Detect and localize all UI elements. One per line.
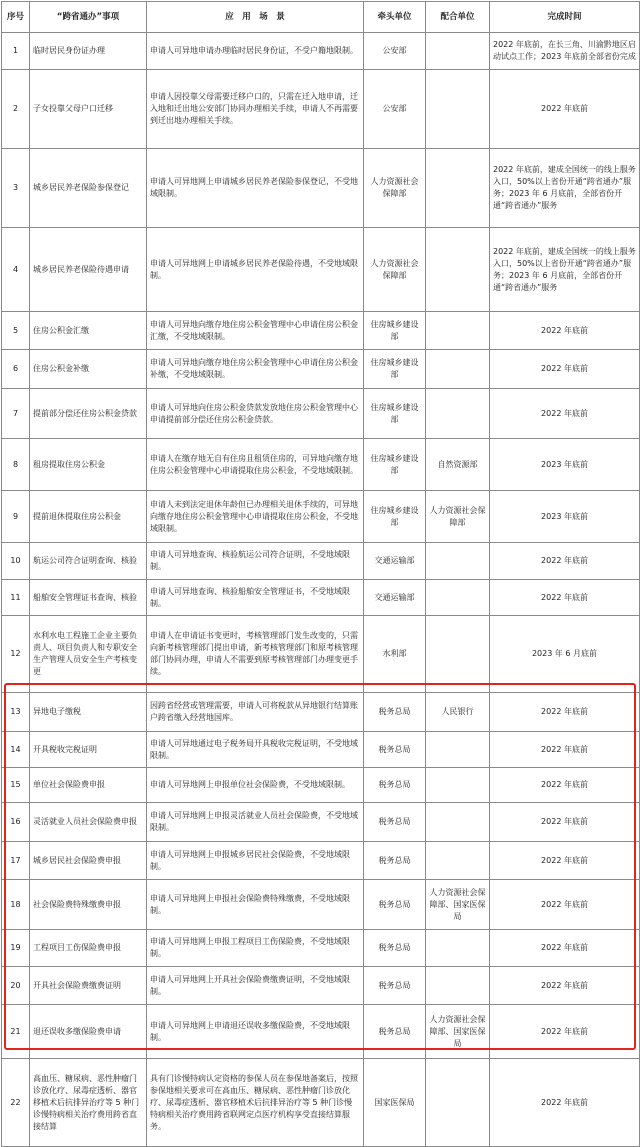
table-header-row — [2, 2, 640, 33]
row-number: 9 — [2, 491, 30, 543]
row-completion-time: 2022 年底前 — [490, 1059, 640, 1147]
row-lead-unit: 住房城乡建设部 — [364, 389, 426, 439]
row-completion-time: 2022 年底前，建成全国统一的线上服务入口，50%以上省份开通“跨省通办”服务；2023 年 6 月底前，全部省份开通“跨省通办”服务 — [490, 149, 640, 228]
row-scene: 申请人可异地查询、核验航运公司符合证明，不受地域限制。 — [147, 543, 364, 580]
row-assist-unit — [426, 803, 490, 842]
row-completion-time: 2023 年底前 — [490, 439, 640, 491]
row-completion-time: 2022 年底前 — [490, 842, 640, 880]
row-item: 城乡居民养老保险参保登记 — [30, 149, 147, 228]
row-scene: 申请人可异地网上开具社会保险费缴费证明，不受地域限制。 — [147, 967, 364, 1005]
row-completion-time: 2022 年底前 — [490, 967, 640, 1005]
row-scene: 具有门诊慢特病认定资格的参保人员在参保地备案后，按照参保地相关要求可在高血压、糖尿病、恶性肿瘤门诊放化疗、尿毒症透析、器官移植术后抗排异治疗等 5 种门诊慢特病相关治疗费用跨省联网定点医疗机构享受直接结算服务。 — [147, 1059, 364, 1147]
row-number: 7 — [2, 389, 30, 439]
row-scene: 申请人可异地向住房公积金贷款发放地住房公积金管理中心申请提前部分偿还住房公积金贷款。 — [147, 389, 364, 439]
row-assist-unit — [426, 732, 490, 768]
row-completion-time: 2022 年底前 — [490, 803, 640, 842]
row-assist-unit — [426, 70, 490, 149]
row-scene: 申请人在缴存地无自有住房且租赁住房的，可异地向缴存地住房公积金管理中心申请提取住房公积金，不受地域限制。 — [147, 439, 364, 491]
table-row — [2, 580, 640, 616]
row-completion-time: 2022 年底前 — [490, 732, 640, 768]
row-assist-unit: 人民银行 — [426, 693, 490, 732]
row-assist-unit — [426, 1059, 490, 1147]
row-item: 航运公司符合证明查询、核验 — [30, 543, 147, 580]
row-scene: 申请人可异地网上申报城乡居民社会保险费，不受地域限制。 — [147, 842, 364, 880]
row-number: 15 — [2, 768, 30, 803]
table-row — [2, 439, 640, 491]
row-lead-unit: 税务总局 — [364, 693, 426, 732]
row-scene: 申请人可异地网上申报社会保险费特殊缴费，不受地域限制。 — [147, 880, 364, 930]
row-assist-unit: 自然资源部 — [426, 439, 490, 491]
row-assist-unit — [426, 580, 490, 616]
header-assist: 配合单位 — [426, 2, 490, 33]
row-completion-time: 2022 年底前 — [490, 312, 640, 350]
table-row — [2, 491, 640, 543]
row-item: 子女投靠父母户口迁移 — [30, 70, 147, 149]
row-lead-unit: 国家医保局 — [364, 1059, 426, 1147]
row-number: 12 — [2, 616, 30, 693]
row-lead-unit: 公安部 — [364, 33, 426, 70]
table-row — [2, 350, 640, 389]
table-body — [2, 33, 640, 1147]
row-scene: 申请人未到法定退休年龄但已办理相关退休手续的，可异地向缴存地住房公积金管理中心申请提取住房公积金，不受地域限制。 — [147, 491, 364, 543]
row-completion-time: 2022 年底前 — [490, 543, 640, 580]
row-assist-unit — [426, 33, 490, 70]
row-item: 提前部分偿还住房公积金贷款 — [30, 389, 147, 439]
cross-province-services-table — [1, 1, 640, 1147]
row-lead-unit: 水利部 — [364, 616, 426, 693]
row-assist-unit — [426, 228, 490, 312]
header-time: 完成时间 — [490, 2, 640, 33]
row-completion-time: 2022 年底前 — [490, 1005, 640, 1059]
row-completion-time: 2022 年底前 — [490, 880, 640, 930]
table-row — [2, 616, 640, 693]
header-scene: 应 用 场 景 — [147, 2, 364, 33]
row-number: 22 — [2, 1059, 30, 1147]
row-assist-unit — [426, 149, 490, 228]
row-item: 开具社会保险费缴费证明 — [30, 967, 147, 1005]
row-completion-time: 2022 年底前 — [490, 389, 640, 439]
row-item: 临时居民身份证办理 — [30, 33, 147, 70]
row-item: 水利水电工程施工企业主要负责人、项目负责人和专职安全生产管理人员安全生产考核变更 — [30, 616, 147, 693]
row-item: 异地电子缴税 — [30, 693, 147, 732]
row-scene: 申请人因投靠父母需要迁移户口的，只需在迁入地申请，迁入地和迁出地公安部门协同办理相关手续，申请人不再需要到迁出地办理相关手续。 — [147, 70, 364, 149]
row-lead-unit: 税务总局 — [364, 842, 426, 880]
table-row — [2, 768, 640, 803]
table-row — [2, 880, 640, 930]
table-row — [2, 33, 640, 70]
row-completion-time: 2022 年底前 — [490, 350, 640, 389]
row-lead-unit: 交通运输部 — [364, 580, 426, 616]
row-number: 5 — [2, 312, 30, 350]
row-scene: 申请人可异地网上申报灵活就业人员社会保险费，不受地域限制。 — [147, 803, 364, 842]
row-assist-unit — [426, 768, 490, 803]
row-number: 18 — [2, 880, 30, 930]
row-scene: 申请人可异地网上申报工程项目工伤保险费，不受地域限制。 — [147, 930, 364, 967]
row-completion-time: 2023 年底前 — [490, 491, 640, 543]
row-completion-time: 2022 年底前 — [490, 930, 640, 967]
row-assist-unit — [426, 350, 490, 389]
row-number: 10 — [2, 543, 30, 580]
row-number: 11 — [2, 580, 30, 616]
row-scene: 申请人可异地网上申请退还误收多缴保险费，不受地域限制。 — [147, 1005, 364, 1059]
row-completion-time: 2022 年底前，建成全国统一的线上服务入口，50%以上省份开通“跨省通办”服务；2023 年 6 月底前，全部省份开通“跨省通办”服务 — [490, 228, 640, 312]
row-lead-unit: 税务总局 — [364, 732, 426, 768]
row-assist-unit — [426, 842, 490, 880]
row-number: 1 — [2, 33, 30, 70]
table-row — [2, 389, 640, 439]
row-scene: 申请人可异地网上申请城乡居民养老保险待遇，不受地域限制。 — [147, 228, 364, 312]
table-row — [2, 1005, 640, 1059]
row-number: 8 — [2, 439, 30, 491]
row-scene: 申请人在申请证书变更时，考核管理部门发生改变的，只需向新考核管理部门提出申请，新考核管理部门和原考核管理部门协同办理，申请人不需要到原考核管理部门办理变更手续。 — [147, 616, 364, 693]
row-scene: 申请人可异地查询、核验船舶安全管理证书，不受地域限制。 — [147, 580, 364, 616]
row-lead-unit: 税务总局 — [364, 930, 426, 967]
row-assist-unit — [426, 967, 490, 1005]
row-lead-unit: 公安部 — [364, 70, 426, 149]
row-assist-unit: 人力资源社会保障部、国家医保局 — [426, 1005, 490, 1059]
table-row — [2, 967, 640, 1005]
row-item: 单位社会保险费申报 — [30, 768, 147, 803]
header-no: 序号 — [2, 2, 30, 33]
row-scene: 因跨省经营或管理需要，申请人可将税款从异地银行结算账户跨省缴入经营地国库。 — [147, 693, 364, 732]
row-number: 13 — [2, 693, 30, 732]
row-scene: 申请人可异地向缴存地住房公积金管理中心申请住房公积金补缴，不受地域限制。 — [147, 350, 364, 389]
row-lead-unit: 人力资源社会保障部 — [364, 228, 426, 312]
row-completion-time: 2022 年底前 — [490, 768, 640, 803]
row-number: 16 — [2, 803, 30, 842]
row-assist-unit: 人力资源社会保障部、国家医保局 — [426, 880, 490, 930]
row-assist-unit — [426, 616, 490, 693]
row-assist-unit — [426, 930, 490, 967]
row-number: 21 — [2, 1005, 30, 1059]
row-scene: 申请人可异地网上申报单位社会保险费，不受地域限制。 — [147, 768, 364, 803]
row-item: 提前退休提取住房公积金 — [30, 491, 147, 543]
table-row — [2, 228, 640, 312]
table-row — [2, 1059, 640, 1147]
header-lead: 牵头单位 — [364, 2, 426, 33]
row-item: 社会保险费特殊缴费申报 — [30, 880, 147, 930]
row-item: 高血压、糖尿病、恶性肿瘤门诊放化疗、尿毒症透析、器官移植术后抗排异治疗等 5 种门诊慢特病相关治疗费用跨省直接结算 — [30, 1059, 147, 1147]
row-item: 住房公积金补缴 — [30, 350, 147, 389]
row-item: 退还误收多缴保险费申请 — [30, 1005, 147, 1059]
row-assist-unit: 人力资源社会保障部 — [426, 491, 490, 543]
row-assist-unit — [426, 312, 490, 350]
row-item: 工程项目工伤保险费申报 — [30, 930, 147, 967]
table-row — [2, 930, 640, 967]
row-lead-unit: 住房城乡建设部 — [364, 439, 426, 491]
row-number: 6 — [2, 350, 30, 389]
table-row — [2, 149, 640, 228]
row-completion-time: 2022 年底前 — [490, 70, 640, 149]
table-row — [2, 543, 640, 580]
row-assist-unit — [426, 543, 490, 580]
table-row — [2, 732, 640, 768]
table-row — [2, 312, 640, 350]
row-scene: 申请人可异地通过电子税务局开具税收完税证明，不受地域限制。 — [147, 732, 364, 768]
table-row — [2, 803, 640, 842]
row-completion-time: 2023 年 6 月底前 — [490, 616, 640, 693]
row-item: 灵活就业人员社会保险费申报 — [30, 803, 147, 842]
row-lead-unit: 税务总局 — [364, 1005, 426, 1059]
row-scene: 申请人可异地网上申请城乡居民养老保险参保登记，不受地域限制。 — [147, 149, 364, 228]
row-item: 开具税收完税证明 — [30, 732, 147, 768]
row-lead-unit: 住房城乡建设部 — [364, 312, 426, 350]
header-item: “跨省通办”事项 — [30, 2, 147, 33]
row-completion-time: 2022 年底前，在长三角、川渝黔地区启动试点工作；2023 年底前全部省份完成 — [490, 33, 640, 70]
row-item: 租房提取住房公积金 — [30, 439, 147, 491]
row-number: 19 — [2, 930, 30, 967]
table-row — [2, 842, 640, 880]
row-item: 住房公积金汇缴 — [30, 312, 147, 350]
row-number: 2 — [2, 70, 30, 149]
row-scene: 申请人可异地向缴存地住房公积金管理中心申请住房公积金汇缴，不受地域限制。 — [147, 312, 364, 350]
row-number: 3 — [2, 149, 30, 228]
row-item: 船舶安全管理证书查询、核验 — [30, 580, 147, 616]
row-lead-unit: 交通运输部 — [364, 543, 426, 580]
row-item: 城乡居民社会保险费申报 — [30, 842, 147, 880]
row-lead-unit: 人力资源社会保障部 — [364, 149, 426, 228]
row-number: 4 — [2, 228, 30, 312]
table-row — [2, 693, 640, 732]
row-number: 14 — [2, 732, 30, 768]
row-item: 城乡居民养老保险待遇申请 — [30, 228, 147, 312]
row-lead-unit: 税务总局 — [364, 768, 426, 803]
row-scene: 申请人可异地申请办理临时居民身份证，不受户籍地限制。 — [147, 33, 364, 70]
row-completion-time: 2022 年底前 — [490, 693, 640, 732]
row-number: 17 — [2, 842, 30, 880]
row-lead-unit: 税务总局 — [364, 880, 426, 930]
row-completion-time: 2022 年底前 — [490, 580, 640, 616]
row-lead-unit: 住房城乡建设部 — [364, 350, 426, 389]
row-assist-unit — [426, 389, 490, 439]
row-lead-unit: 税务总局 — [364, 803, 426, 842]
row-number: 20 — [2, 967, 30, 1005]
row-lead-unit: 住房城乡建设部 — [364, 491, 426, 543]
row-lead-unit: 税务总局 — [364, 967, 426, 1005]
table-row — [2, 70, 640, 149]
